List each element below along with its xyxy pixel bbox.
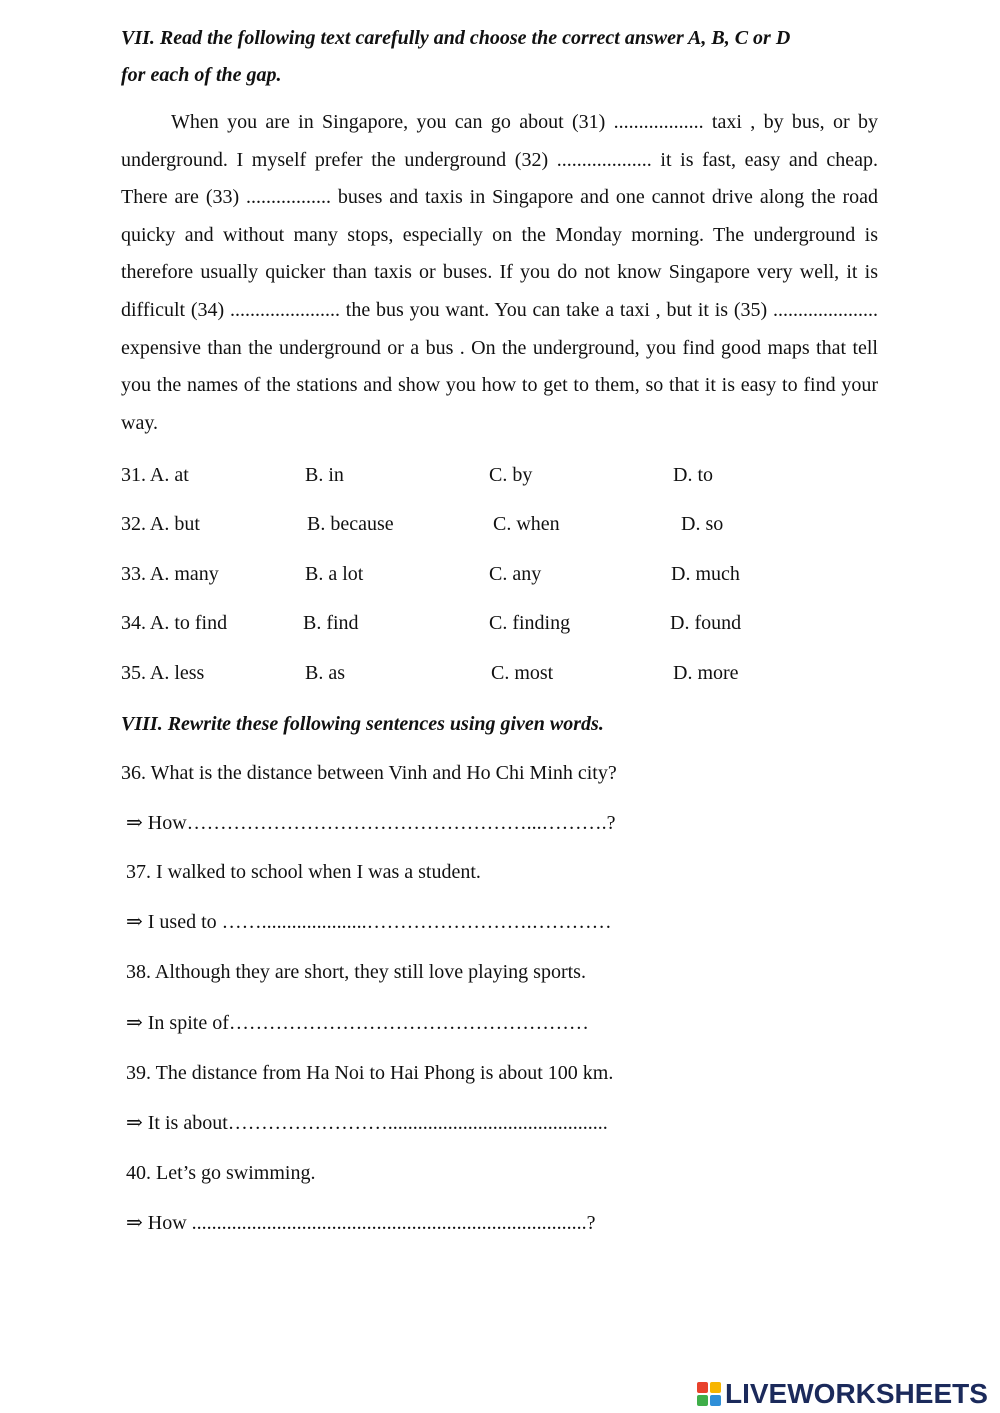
option-a: 34. A. to find	[121, 612, 228, 634]
option-d: D. found	[670, 612, 742, 634]
rewrite-answer-37[interactable]: ⇒ I used to …….....................…………………….…………	[126, 911, 612, 933]
option-a: 33. A. many	[121, 563, 219, 585]
section-7-heading-line2: for each of the gap.	[121, 64, 282, 86]
option-d: D. much	[671, 563, 740, 585]
liveworksheets-logo	[697, 1378, 988, 1410]
option-d: D. so	[681, 513, 724, 535]
option-c: C. most	[491, 662, 554, 684]
option-c: C. finding	[489, 612, 571, 634]
rewrite-sentence-39: 39. The distance from Ha Noi to Hai Phong is about 100 km.	[126, 1062, 614, 1084]
rewrite-answer-39[interactable]: ⇒ It is about……………………............................................	[126, 1112, 608, 1134]
section-7-heading	[121, 20, 881, 94]
rewrite-answer-38[interactable]: ⇒ In spite of………………………………………………	[126, 1012, 589, 1034]
option-a: 35. A. less	[121, 662, 205, 684]
section-7-heading-line1: VII. Read the following text carefully and choose the correct answer A, B, C or D	[121, 27, 791, 49]
option-a: 32. A. but	[121, 513, 200, 535]
reading-passage-text: When you are in Singapore, you can go about (31) .................. taxi , by bus, or by underground. I myself prefer the underground (32) ................... it is fast, easy and cheap. There are (33) ................. buses and taxis in Singapore and one cannot drive along the road quicky and without many stops, especially on the Monday morning. The underground is therefore usually quicker than taxis or buses. If you do not know Singapore very well, it is difficult (34) ...................... the bus you want. You can take a taxi , but it is (35) ..................... expensive than the underground or a bus . On the underground, you find good maps that tell you the names of the stations and show you how to get to them, so that it is easy to find your way.	[121, 111, 878, 434]
rewrite-sentence-38: 38. Although they are short, they still love playing sports.	[126, 961, 586, 983]
section-8-heading: VIII. Rewrite these following sentences using given words.	[121, 713, 604, 735]
option-b: B. because	[307, 513, 394, 535]
rewrite-sentence-37: 37. I walked to school when I was a student.	[126, 861, 481, 883]
option-b: B. a lot	[305, 563, 364, 585]
option-c: C. when	[493, 513, 560, 535]
rewrite-answer-40[interactable]: ⇒ How ...............................................................................?	[126, 1212, 596, 1234]
option-c: C. any	[489, 563, 542, 585]
option-a: 31. A. at	[121, 464, 189, 486]
option-b: B. find	[303, 612, 359, 634]
rewrite-sentence-36: 36. What is the distance between Vinh and Ho Chi Minh city?	[121, 762, 617, 784]
liveworksheets-logo-icon	[697, 1382, 721, 1406]
rewrite-sentence-40: 40. Let’s go swimming.	[126, 1162, 316, 1184]
rewrite-answer-36[interactable]: ⇒ How……………………………………………...……….?	[126, 812, 616, 834]
option-c: C. by	[489, 464, 533, 486]
option-b: B. as	[305, 662, 345, 684]
liveworksheets-logo-text: LIVEWORKSHEETS	[725, 1378, 988, 1409]
option-d: D. to	[673, 464, 713, 486]
reading-passage	[121, 104, 878, 442]
option-d: D. more	[673, 662, 739, 684]
option-b: B. in	[305, 464, 344, 486]
